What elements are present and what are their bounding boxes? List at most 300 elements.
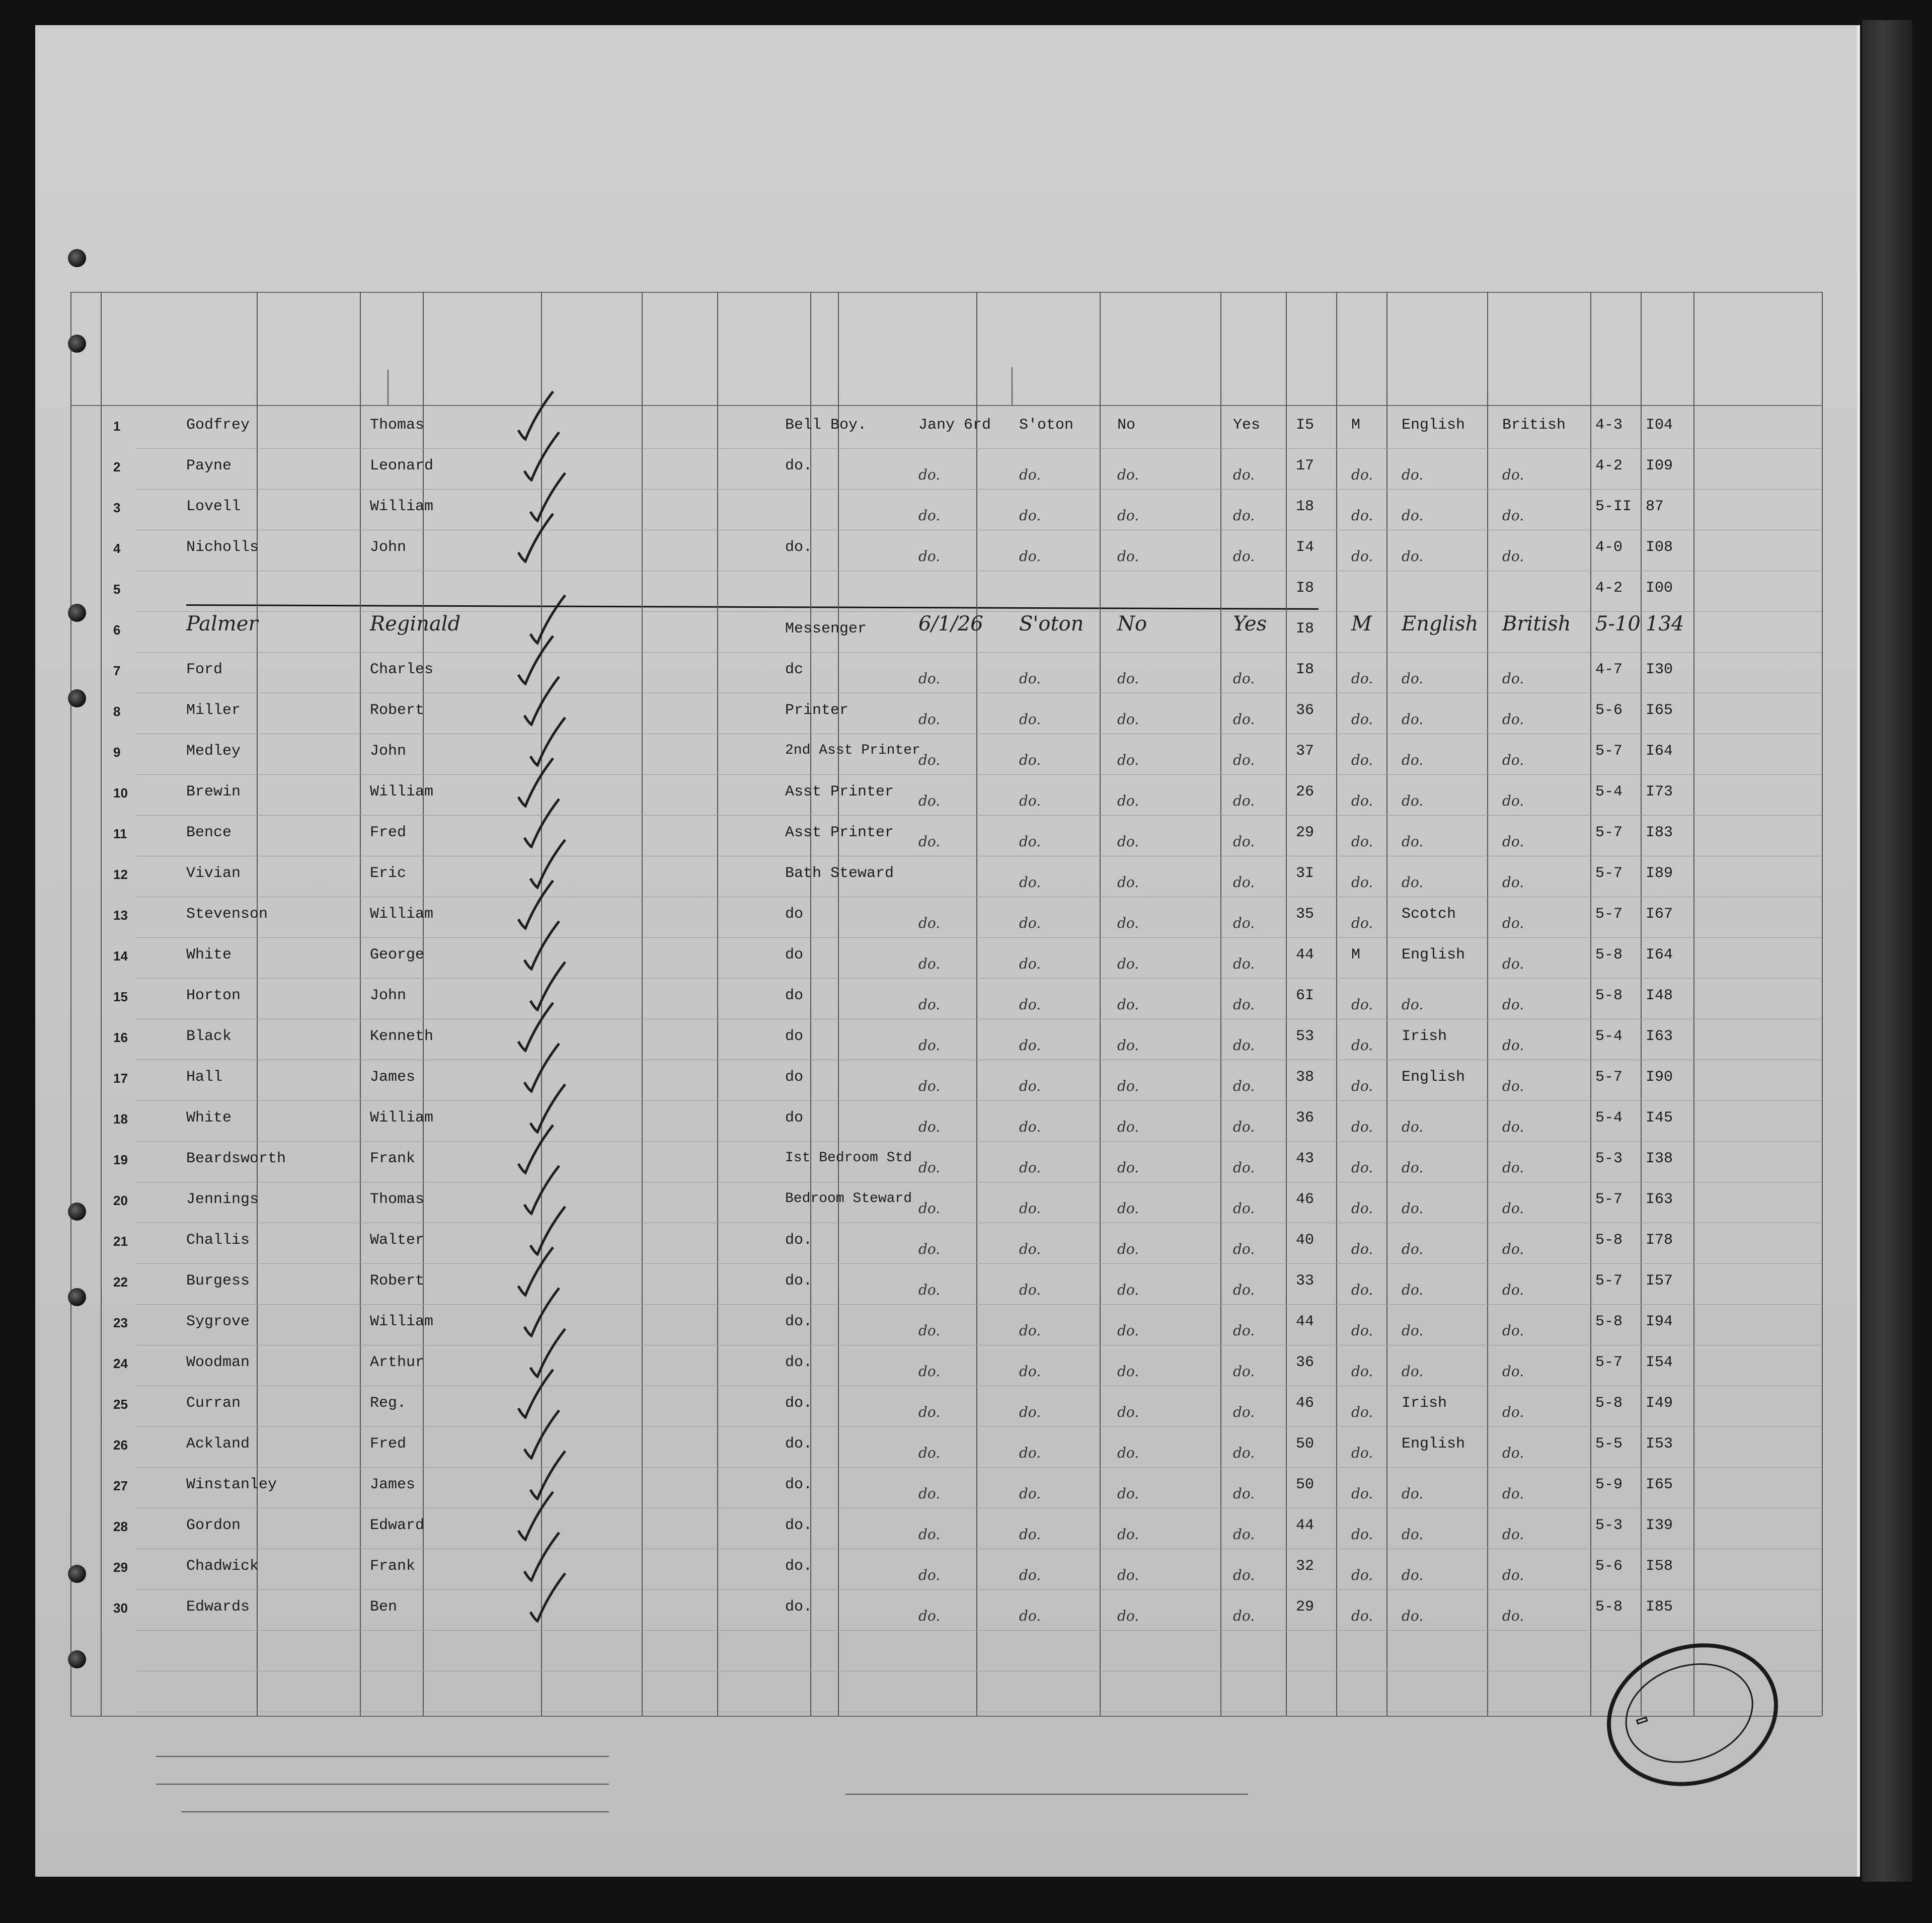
row-22-when: do. (918, 1281, 941, 1298)
row-22-sex: do. (1351, 1281, 1373, 1298)
row-16-race: Irish (1402, 1028, 1447, 1045)
row-2-age: 17 (1296, 457, 1315, 474)
row-23-no: 23 (113, 1315, 128, 1330)
row-11-read: do. (1233, 833, 1255, 850)
row-6-read: Yes (1233, 612, 1267, 635)
row-13-family: Stevenson (186, 906, 268, 923)
row-28-family: Gordon (186, 1517, 241, 1534)
row-15-family: Horton (186, 987, 241, 1004)
row-26-given: Fred (370, 1435, 407, 1453)
row-4-weight: I08 (1646, 539, 1673, 556)
row-6-nat: British (1502, 612, 1571, 635)
row-17-when: do. (918, 1078, 941, 1094)
row-2-when: do. (918, 466, 941, 483)
row-18-paid: do. (1117, 1118, 1139, 1135)
row-3-nat: do. (1502, 507, 1524, 524)
row-3-family: Lovell (186, 498, 241, 515)
row-13-age: 35 (1296, 906, 1315, 923)
check-mark (524, 677, 559, 725)
row-4-read: do. (1233, 548, 1255, 565)
row-16-given: Kenneth (370, 1028, 434, 1045)
row-21-sex: do. (1351, 1241, 1373, 1257)
row-20-read: do. (1233, 1200, 1255, 1217)
row-22-height: 5-7 (1595, 1272, 1623, 1290)
check-mark (524, 432, 559, 480)
row-29-sex: do. (1351, 1567, 1373, 1583)
row-29-nat: do. (1502, 1567, 1524, 1583)
row-27-read: do. (1233, 1485, 1255, 1502)
row-30-read: do. (1233, 1608, 1255, 1624)
row-25-paid: do. (1117, 1404, 1139, 1420)
row-6-when: 6/1/26 (918, 612, 983, 635)
row-13-nat: do. (1502, 915, 1524, 931)
binding-hole (68, 604, 86, 622)
row-10-when: do. (918, 792, 941, 809)
row-12-given: Eric (370, 865, 407, 882)
row-25-nat: do. (1502, 1404, 1524, 1420)
row-18-position: do (785, 1109, 804, 1127)
check-mark (524, 1166, 559, 1214)
row-15-race: do. (1402, 996, 1424, 1013)
inspector-rule (845, 1794, 1248, 1795)
check-mark (524, 1533, 559, 1580)
row-4-position: do. (785, 539, 813, 556)
row-18-weight: I45 (1646, 1109, 1673, 1127)
row-12-nat: do. (1502, 874, 1524, 891)
row-26-position: do. (785, 1435, 813, 1453)
row-21-position: do. (785, 1232, 813, 1249)
row-17-height: 5-7 (1595, 1069, 1623, 1086)
row-20-height: 5-7 (1595, 1191, 1623, 1208)
row-16-nat: do. (1502, 1037, 1524, 1054)
check-mark (524, 921, 559, 969)
row-27-height: 5-9 (1595, 1476, 1623, 1493)
row-21-race: do. (1402, 1241, 1424, 1257)
row-21-where: do. (1019, 1241, 1041, 1257)
row-17-family: Hall (186, 1069, 223, 1086)
row-11-where: do. (1019, 833, 1041, 850)
row-29-family: Chadwick (186, 1558, 259, 1575)
row-28-when: do. (918, 1526, 941, 1543)
manifest-sheet (35, 25, 1860, 1877)
row-27-age: 50 (1296, 1476, 1315, 1493)
row-22-no: 22 (113, 1274, 128, 1290)
row-4-age: I4 (1296, 539, 1315, 556)
row-7-sex: do. (1351, 670, 1373, 687)
row-24-age: 36 (1296, 1354, 1315, 1371)
row-25-family: Curran (186, 1395, 241, 1412)
row-29-race: do. (1402, 1567, 1424, 1583)
row-11-no: 11 (113, 826, 127, 841)
row-15-age: 6I (1296, 987, 1315, 1004)
row-11-given: Fred (370, 824, 407, 841)
row-11-nat: do. (1502, 833, 1524, 850)
row-6-paid: No (1117, 612, 1147, 635)
row-10-position: Asst Printer (785, 783, 894, 800)
row-23-paid: do. (1117, 1322, 1139, 1339)
row-7-race: do. (1402, 670, 1424, 687)
row-16-position: do (785, 1028, 804, 1045)
row-28-paid: do. (1117, 1526, 1139, 1543)
row-16-where: do. (1019, 1037, 1041, 1054)
row-19-paid: do. (1117, 1159, 1139, 1176)
row-17-weight: I90 (1646, 1069, 1673, 1086)
row-5-weight: I00 (1646, 580, 1673, 597)
row-13-paid: do. (1117, 915, 1139, 931)
row-22-where: do. (1019, 1281, 1041, 1298)
row-10-read: do. (1233, 792, 1255, 809)
row-10-age: 26 (1296, 783, 1315, 800)
row-12-read: do. (1233, 874, 1255, 891)
row-24-sex: do. (1351, 1363, 1373, 1380)
row-8-given: Robert (370, 702, 425, 719)
row-22-age: 33 (1296, 1272, 1315, 1290)
row-30-no: 30 (113, 1600, 128, 1616)
row-1-weight: I04 (1646, 417, 1673, 434)
row-2-height: 4-2 (1595, 457, 1623, 474)
row-6-family: Palmer (186, 612, 258, 635)
row-9-height: 5-7 (1595, 743, 1623, 760)
row-25-weight: I49 (1646, 1395, 1673, 1412)
binding-hole (68, 1203, 86, 1221)
row-9-where: do. (1019, 752, 1041, 768)
row-24-paid: do. (1117, 1363, 1139, 1380)
row-5-age: I8 (1296, 580, 1315, 597)
row-2-nat: do. (1502, 466, 1524, 483)
row-1-no: 1 (113, 419, 121, 434)
row-7-weight: I30 (1646, 661, 1673, 678)
row-19-where: do. (1019, 1159, 1041, 1176)
row-16-height: 5-4 (1595, 1028, 1623, 1045)
row-21-given: Walter (370, 1232, 425, 1249)
row-4-where: do. (1019, 548, 1041, 565)
row-20-age: 46 (1296, 1191, 1315, 1208)
row-16-family: Black (186, 1028, 232, 1045)
row-25-race: Irish (1402, 1395, 1447, 1412)
row-29-given: Frank (370, 1558, 416, 1575)
row-27-where: do. (1019, 1485, 1041, 1502)
row-7-where: do. (1019, 670, 1041, 687)
check-mark (530, 473, 565, 521)
row-20-race: do. (1402, 1200, 1424, 1217)
row-25-no: 25 (113, 1397, 128, 1412)
row-20-when: do. (918, 1200, 941, 1217)
row-3-when: do. (918, 507, 941, 524)
row-5-no: 5 (113, 582, 121, 597)
row-25-given: Reg. (370, 1395, 407, 1412)
row-2-weight: I09 (1646, 457, 1673, 474)
row-24-race: do. (1402, 1363, 1424, 1380)
row-3-paid: do. (1117, 507, 1139, 524)
check-mark (518, 391, 553, 439)
row-10-nat: do. (1502, 792, 1524, 809)
row-18-given: William (370, 1109, 434, 1127)
check-mark (530, 1329, 565, 1377)
row-17-age: 38 (1296, 1069, 1315, 1086)
row-28-age: 44 (1296, 1517, 1315, 1534)
row-13-where: do. (1019, 915, 1041, 931)
check-mark (524, 1044, 559, 1091)
row-28-given: Edward (370, 1517, 425, 1534)
row-4-sex: do. (1351, 548, 1373, 565)
row-19-no: 19 (113, 1152, 128, 1167)
row-19-height: 5-3 (1595, 1150, 1623, 1167)
row-16-read: do. (1233, 1037, 1255, 1054)
row-18-no: 18 (113, 1111, 128, 1127)
row-23-position: do. (785, 1313, 813, 1330)
row-28-where: do. (1019, 1526, 1041, 1543)
binding-hole (68, 689, 86, 707)
row-20-family: Jennings (186, 1191, 259, 1208)
row-26-where: do. (1019, 1445, 1041, 1461)
row-22-weight: I57 (1646, 1272, 1673, 1290)
row-15-position: do (785, 987, 804, 1004)
row-10-given: William (370, 783, 434, 800)
row-23-where: do. (1019, 1322, 1041, 1339)
row-2-sex: do. (1351, 466, 1373, 483)
row-9-race: do. (1402, 752, 1424, 768)
row-8-sex: do. (1351, 711, 1373, 728)
row-15-given: John (370, 987, 407, 1004)
row-30-given: Ben (370, 1598, 398, 1616)
row-12-where: do. (1019, 874, 1041, 891)
footer-line-rule (156, 1756, 609, 1757)
binding-hole (68, 1565, 86, 1583)
row-26-no: 26 (113, 1437, 128, 1453)
row-1-nat: British (1502, 417, 1566, 434)
row-25-height: 5-8 (1595, 1395, 1623, 1412)
row-7-when: do. (918, 670, 941, 687)
row-12-no: 12 (113, 867, 128, 882)
row-19-nat: do. (1502, 1159, 1524, 1176)
check-mark (530, 1207, 565, 1254)
row-2-race: do. (1402, 466, 1424, 483)
row-22-family: Burgess (186, 1272, 250, 1290)
row-30-position: do. (785, 1598, 813, 1616)
row-14-sex: M (1351, 946, 1361, 964)
row-1-race: English (1402, 417, 1465, 434)
row-16-paid: do. (1117, 1037, 1139, 1054)
row-24-position: do. (785, 1354, 813, 1371)
row-11-height: 5-7 (1595, 824, 1623, 841)
row-22-race: do. (1402, 1281, 1424, 1298)
row-19-read: do. (1233, 1159, 1255, 1176)
row-26-age: 50 (1296, 1435, 1315, 1453)
row-12-race: do. (1402, 874, 1424, 891)
row-4-race: do. (1402, 548, 1424, 565)
row-2-family: Payne (186, 457, 232, 474)
check-mark (530, 962, 565, 1010)
row-9-weight: I64 (1646, 743, 1673, 760)
check-marks (35, 25, 1857, 1877)
row-10-no: 10 (113, 785, 128, 800)
binding-hole (68, 1650, 86, 1668)
check-mark (524, 1288, 559, 1336)
row-1-height: 4-3 (1595, 417, 1623, 434)
check-mark (530, 1573, 565, 1621)
row-9-family: Medley (186, 743, 241, 760)
row-1-when: Jany 6rd (918, 417, 991, 434)
row-22-given: Robert (370, 1272, 425, 1290)
row-11-weight: I83 (1646, 824, 1673, 841)
row-1-age: I5 (1296, 417, 1315, 434)
row-10-height: 5-4 (1595, 783, 1623, 800)
row-23-read: do. (1233, 1322, 1255, 1339)
row-7-height: 4-7 (1595, 661, 1623, 678)
row-9-when: do. (918, 752, 941, 768)
row-13-read: do. (1233, 915, 1255, 931)
row-14-no: 14 (113, 948, 128, 964)
row-20-sex: do. (1351, 1200, 1373, 1217)
row-17-race: English (1402, 1069, 1465, 1086)
row-8-no: 8 (113, 704, 121, 719)
row-19-age: 43 (1296, 1150, 1315, 1167)
row-29-weight: I58 (1646, 1558, 1673, 1575)
row-2-no: 2 (113, 459, 121, 474)
row-19-given: Frank (370, 1150, 416, 1167)
row-21-when: do. (918, 1241, 941, 1257)
row-17-nat: do. (1502, 1078, 1524, 1094)
row-14-nat: do. (1502, 955, 1524, 972)
row-28-nat: do. (1502, 1526, 1524, 1543)
row-18-where: do. (1019, 1118, 1041, 1135)
row-19-when: do. (918, 1159, 941, 1176)
row-23-nat: do. (1502, 1322, 1524, 1339)
row-7-paid: do. (1117, 670, 1139, 687)
row-30-weight: I85 (1646, 1598, 1673, 1616)
row-14-position: do (785, 946, 804, 964)
row-21-age: 40 (1296, 1232, 1315, 1249)
row-9-no: 9 (113, 745, 121, 760)
row-17-paid: do. (1117, 1078, 1139, 1094)
row-20-where: do. (1019, 1200, 1041, 1217)
row-18-race: do. (1402, 1118, 1424, 1135)
row-26-race: English (1402, 1435, 1465, 1453)
row-29-position: do. (785, 1558, 813, 1575)
row-17-read: do. (1233, 1078, 1255, 1094)
row-4-nat: do. (1502, 548, 1524, 565)
book-binding-edge (1862, 20, 1912, 1882)
row-11-family: Bence (186, 824, 232, 841)
row-3-race: do. (1402, 507, 1424, 524)
row-15-weight: I48 (1646, 987, 1673, 1004)
row-8-read: do. (1233, 711, 1255, 728)
row-9-paid: do. (1117, 752, 1139, 768)
row-23-height: 5-8 (1595, 1313, 1623, 1330)
row-11-age: 29 (1296, 824, 1315, 841)
footer-owners-rule (156, 1784, 609, 1785)
row-11-when: do. (918, 833, 941, 850)
row-10-sex: do. (1351, 792, 1373, 809)
row-26-sex: do. (1351, 1445, 1373, 1461)
row-24-height: 5-7 (1595, 1354, 1623, 1371)
row-3-sex: do. (1351, 507, 1373, 524)
row-18-height: 5-4 (1595, 1109, 1623, 1127)
row-6-given: Reginald (370, 612, 461, 635)
binding-hole (68, 335, 86, 353)
row-14-weight: I64 (1646, 946, 1673, 964)
row-14-where: do. (1019, 955, 1041, 972)
row-23-given: William (370, 1313, 434, 1330)
check-mark (524, 799, 559, 847)
row-1-where: S'oton (1019, 417, 1074, 434)
row-30-race: do. (1402, 1608, 1424, 1624)
row-11-race: do. (1402, 833, 1424, 850)
row-4-family: Nicholls (186, 539, 259, 556)
binding-hole (68, 1288, 86, 1306)
row-3-read: do. (1233, 507, 1255, 524)
row-24-weight: I54 (1646, 1354, 1673, 1371)
row-27-weight: I65 (1646, 1476, 1673, 1493)
check-mark (530, 840, 565, 888)
row-28-read: do. (1233, 1526, 1255, 1543)
row-10-family: Brewin (186, 783, 241, 800)
row-7-position: dc (785, 661, 804, 678)
row-20-weight: I63 (1646, 1191, 1673, 1208)
row-30-sex: do. (1351, 1608, 1373, 1624)
row-4-given: John (370, 539, 407, 556)
row-6-sex: M (1351, 612, 1372, 635)
row-3-given: William (370, 498, 434, 515)
row-2-paid: do. (1117, 466, 1139, 483)
row-16-no: 16 (113, 1030, 128, 1045)
row-28-no: 28 (113, 1519, 128, 1534)
row-9-age: 37 (1296, 743, 1315, 760)
row-30-family: Edwards (186, 1598, 250, 1616)
row-27-no: 27 (113, 1478, 128, 1493)
row-20-position: Bedroom Steward (785, 1191, 912, 1207)
row-1-sex: M (1351, 417, 1361, 434)
row-27-paid: do. (1117, 1485, 1139, 1502)
row-26-nat: do. (1502, 1445, 1524, 1461)
check-mark (530, 1451, 565, 1499)
row-7-nat: do. (1502, 670, 1524, 687)
row-8-nat: do. (1502, 711, 1524, 728)
row-1-given: Thomas (370, 417, 425, 434)
row-18-read: do. (1233, 1118, 1255, 1135)
row-25-position: do. (785, 1395, 813, 1412)
row-14-read: do. (1233, 955, 1255, 972)
row-15-height: 5-8 (1595, 987, 1623, 1004)
row-10-paid: do. (1117, 792, 1139, 809)
row-22-position: do. (785, 1272, 813, 1290)
row-25-sex: do. (1351, 1404, 1373, 1420)
row-27-when: do. (918, 1485, 941, 1502)
row-14-race: English (1402, 946, 1465, 964)
row-16-when: do. (918, 1037, 941, 1054)
row-20-nat: do. (1502, 1200, 1524, 1217)
row-26-family: Ackland (186, 1435, 250, 1453)
row-14-family: White (186, 946, 232, 964)
row-27-nat: do. (1502, 1485, 1524, 1502)
row-1-position: Bell Boy. (785, 417, 867, 434)
row-25-where: do. (1019, 1404, 1041, 1420)
row-12-age: 3I (1296, 865, 1315, 882)
row-25-when: do. (918, 1404, 941, 1420)
row-8-paid: do. (1117, 711, 1139, 728)
row-17-no: 17 (113, 1071, 128, 1086)
row-21-no: 21 (113, 1234, 128, 1249)
row-6-height: 5-10 (1595, 612, 1641, 635)
row-8-age: 36 (1296, 702, 1315, 719)
row-12-paid: do. (1117, 874, 1139, 891)
row-21-height: 5-8 (1595, 1232, 1623, 1249)
row-9-sex: do. (1351, 752, 1373, 768)
row-3-where: do. (1019, 507, 1041, 524)
check-mark (530, 595, 565, 643)
row-8-family: Miller (186, 702, 241, 719)
row-26-read: do. (1233, 1445, 1255, 1461)
